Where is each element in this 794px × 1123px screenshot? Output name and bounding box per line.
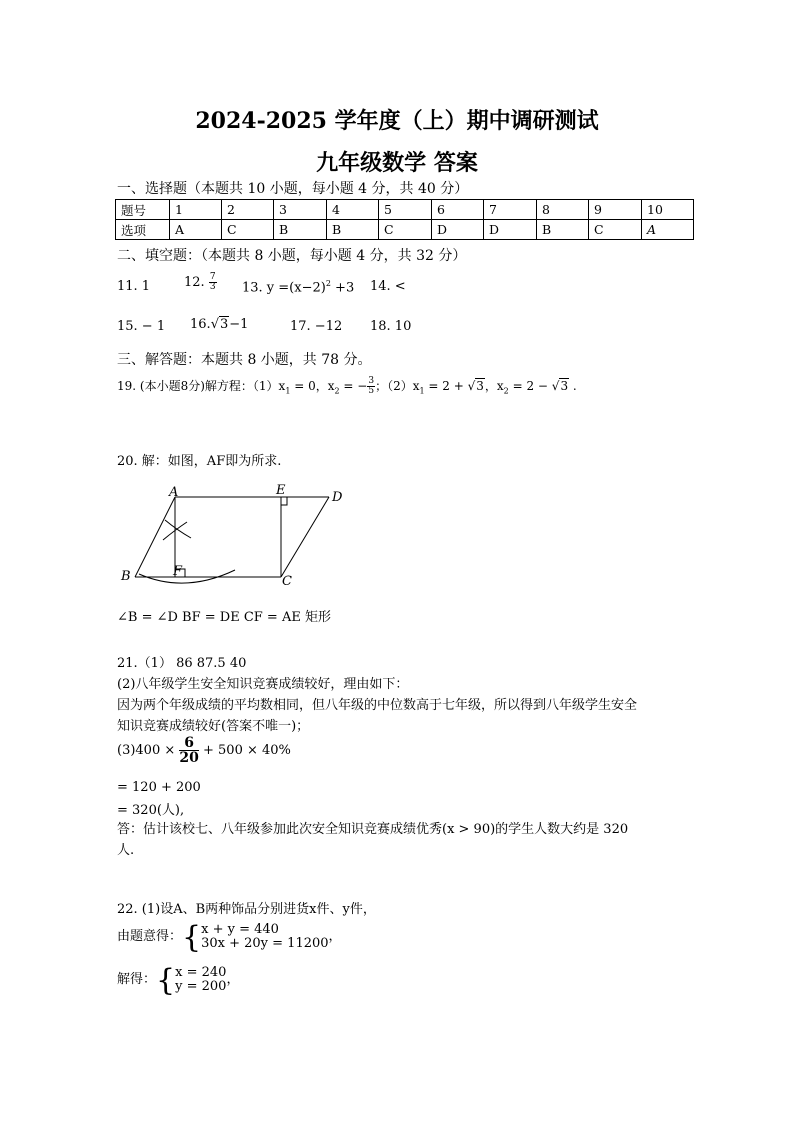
point-label-f: F — [173, 564, 183, 579]
point-label-d: D — [332, 490, 343, 505]
segment-cd — [281, 497, 329, 577]
table-cell: A — [170, 220, 222, 240]
answer-q21-line5 — [117, 736, 291, 765]
answer-q21-line4: 知识竞赛成绩较好(答案不唯一)； — [117, 719, 310, 734]
answer-q17: 17. −12 — [290, 319, 343, 334]
answer-q11: 11. 1 — [117, 279, 151, 294]
answer-q21-line7: = 320(人), — [117, 803, 185, 818]
q22-equations2 — [175, 966, 226, 994]
q19-end: . — [569, 379, 577, 393]
table-row — [116, 220, 694, 240]
table-cell: B — [537, 220, 589, 240]
q19-eq4: = 2 − — [508, 379, 552, 393]
answer-q12 — [184, 273, 217, 292]
answer-q21-line3: 因为两个年级成绩的平均数相同，但八年级的中位数高于七年级，所以得到八年级学生安全 — [117, 698, 638, 713]
q13-suffix: +3 — [330, 280, 355, 296]
q19-sub1: 1 — [285, 386, 291, 396]
q13-exponent: 2 — [325, 279, 331, 288]
table-cell: 9 — [589, 200, 642, 220]
document-subtitle: 九年级数学 答案 — [316, 150, 478, 176]
point-label-a: A — [169, 485, 179, 500]
q19-sub2: 2 — [334, 386, 340, 396]
answer-q15: 15. − 1 — [117, 319, 166, 334]
section1-heading: 一、选择题（本题共 10 小题，每小题 4 分，共 40 分） — [117, 181, 469, 197]
table-cell: 题号 — [116, 200, 170, 220]
table-cell: B — [327, 220, 379, 240]
table-cell: 1 — [170, 200, 222, 220]
point-label-c: C — [282, 574, 292, 587]
table-cell: 4 — [327, 200, 379, 220]
right-angle-mark-e — [281, 497, 287, 505]
answer-q22-system1 — [117, 920, 342, 955]
q21-frac-den: 20 — [179, 750, 199, 766]
q19-prefix: 19. (本小题8分)解方程：（1）x — [117, 379, 286, 393]
q22-label2: 解得： — [117, 972, 157, 987]
q12-fraction — [209, 273, 217, 292]
table-cell: 7 — [484, 200, 537, 220]
q19-sub4: 2 — [503, 386, 509, 396]
q21-fraction — [179, 736, 198, 765]
table-cell: 3 — [274, 200, 327, 220]
q12-prefix: 12. — [184, 275, 205, 290]
q19-eq3: = 2 + — [424, 379, 468, 393]
q19-part2: ；（2）x — [375, 379, 420, 393]
table-cell: 10 — [642, 200, 694, 220]
q22-eq2: 30x + 20y = 11200 — [201, 936, 329, 951]
answer-q21-line2: (2)八年级学生安全知识竞赛成绩较好，理由如下： — [117, 677, 409, 692]
q19-frac-num: 3 — [368, 376, 375, 386]
q19-rad2: 3 — [560, 379, 569, 393]
section3-heading: 三、解答题：本题共 8 小题，共 78 分。 — [117, 352, 372, 368]
answer-q21-line6: = 120 + 200 — [117, 780, 201, 795]
q19-sub3: 1 — [419, 386, 425, 396]
q20-geometry-figure — [115, 482, 355, 587]
q22-end2: ， — [226, 972, 240, 987]
section2-heading: 二、填空题：（本题共 8 小题，每小题 4 分，共 32 分） — [117, 248, 467, 264]
answer-q20: 20. 解：如图，AF即为所求. — [117, 454, 282, 469]
answer-table — [115, 199, 694, 240]
answer-q18: 18. 10 — [370, 319, 412, 334]
q21-5-suffix: + 500 × 40% — [198, 743, 291, 758]
q16-prefix: 16. — [190, 317, 211, 332]
answer-q21-line8: 答：估计该校七、八年级参加此次安全知识竞赛成绩优秀(x > 90)的学生人数大约是 320 — [117, 822, 629, 837]
q22-eq4: y = 200 — [175, 979, 227, 994]
table-cell: D — [432, 220, 484, 240]
table-cell: D — [484, 220, 537, 240]
table-cell: C — [222, 220, 274, 240]
answer-q21-line9: 人. — [117, 843, 135, 858]
q21-frac-num: 6 — [179, 736, 198, 751]
q13-prefix: 13. y =(x−2) — [242, 280, 326, 296]
table-cell: 8 — [537, 200, 589, 220]
answer-q20-result: ∠B = ∠D BF = DE CF = AE 矩形 — [117, 610, 331, 625]
answer-q14: 14. < — [370, 279, 406, 294]
q22-equations1 — [201, 923, 328, 951]
q19-frac-den: 5 — [368, 386, 375, 396]
table-cell: C — [589, 220, 642, 240]
q22-eq3: x = 240 — [175, 965, 227, 980]
answer-q16: 16.√3−1 — [190, 317, 249, 332]
q16-radicand: 3 — [219, 317, 229, 332]
table-cell: 选项 — [116, 220, 170, 240]
point-label-b: B — [121, 569, 131, 584]
q22-eq1: x + y = 440 — [201, 922, 279, 937]
table-cell: 6 — [432, 200, 484, 220]
q19-eq1: = 0，x — [290, 379, 335, 393]
answer-q13 — [242, 279, 354, 295]
q12-denominator: 3 — [209, 282, 216, 292]
brace-icon: { — [182, 920, 202, 955]
segment-ab — [135, 497, 175, 577]
q12-numerator: 7 — [209, 272, 216, 282]
answer-q21-line1: 21.（1） 86 87.5 40 — [117, 656, 247, 671]
answer-q22-system2 — [117, 963, 240, 998]
table-cell: C — [379, 220, 432, 240]
answer-q19: 19. (本小题8分)解方程：$(1)x_1 = 0$，$x_2$ = − $\frac{3}{5}$ ；$(2)x_1 = 2 + √3$，$x_2 = 2 - √3$ . — [117, 376, 577, 396]
q19-rad1: 3 — [476, 379, 484, 393]
q19-eq2: = − — [339, 379, 368, 393]
q19-fraction — [367, 377, 375, 396]
q16-suffix: −1 — [229, 317, 249, 332]
table-cell: 2 — [222, 200, 274, 220]
table-row — [116, 200, 694, 220]
table-cell: 5 — [379, 200, 432, 220]
answer-q22-line1: 22. (1)设A、B两种饰品分别进货x件、y件， — [117, 902, 376, 917]
q22-end1: ， — [328, 929, 342, 944]
table-cell: B — [274, 220, 327, 240]
q22-label1: 由题意得： — [117, 929, 183, 944]
brace-icon: { — [156, 963, 176, 998]
point-label-e: E — [276, 483, 286, 498]
q19-mid: ，x — [484, 379, 504, 393]
document-title: 2024-2025 学年度（上）期中调研测试 — [195, 108, 599, 134]
table-cell: A — [642, 220, 694, 240]
q21-5-prefix: (3)400 × — [117, 743, 180, 758]
